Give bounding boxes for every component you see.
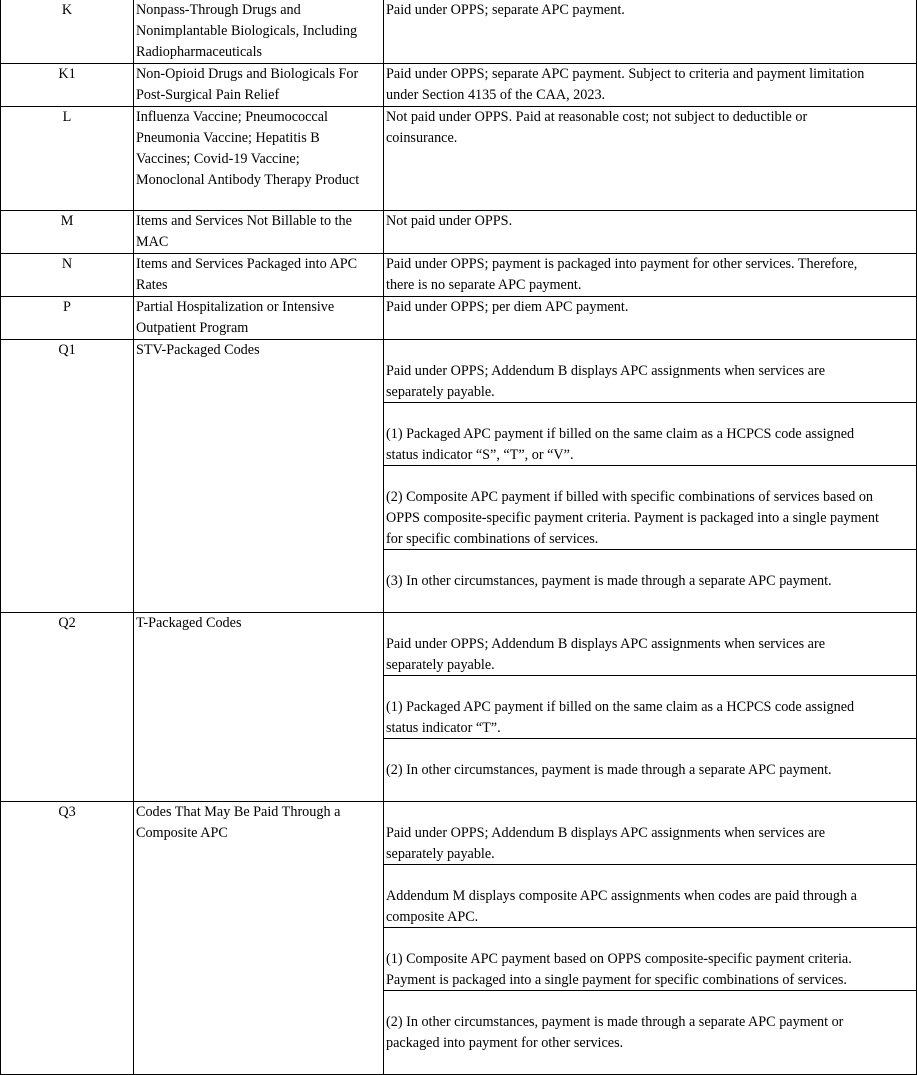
- status-code: M: [1, 211, 134, 254]
- payment-status: [384, 802, 917, 1075]
- status-description: Non-Opioid Drugs and Biologicals For Post-Surgical Pain Relief: [134, 64, 384, 107]
- payment-status: Paid under OPPS; per diem APC payment.: [384, 297, 917, 340]
- payment-clause: (1) Packaged APC payment if billed on the same claim as a HCPCS code assigned status indicator “T”.: [384, 697, 916, 739]
- payment-clause: (2) In other circumstances, payment is made through a separate APC payment or packaged into payment for other services.: [386, 1014, 844, 1051]
- table-row: [1, 802, 917, 1075]
- status-code: K: [1, 0, 134, 64]
- status-description: Items and Services Packaged into APC Rates: [134, 254, 384, 297]
- payment-status: [384, 340, 917, 613]
- payment-clause: (2) Composite APC payment if billed with specific combinations of services based on OPPS composite-specific payment criteria. Payment is packaged into a single payment for specific combinations of services.: [384, 487, 916, 550]
- status-description: T-Packaged Codes: [134, 613, 384, 802]
- status-description: Codes That May Be Paid Through a Composite APC: [134, 802, 384, 1075]
- table-row: [1, 340, 917, 613]
- status-description: Nonpass-Through Drugs and Nonimplantable Biologicals, Including Radiopharmaceuticals: [134, 0, 384, 64]
- status-code: Q1: [1, 340, 134, 613]
- status-code: Q2: [1, 613, 134, 802]
- payment-clause: (1) Packaged APC payment if billed on the same claim as a HCPCS code assigned status indicator “S”, “T”, or “V”.: [384, 424, 916, 466]
- payment-status: Paid under OPPS; separate APC payment.: [384, 0, 917, 64]
- payment-clause: Paid under OPPS; Addendum B displays APC assignments when services are separately payable.: [384, 634, 916, 676]
- payment-clause: (3) In other circumstances, payment is made through a separate APC payment.: [386, 573, 832, 589]
- status-code: Q3: [1, 802, 134, 1075]
- payment-status: [384, 613, 917, 802]
- status-code: N: [1, 254, 134, 297]
- table-row: [1, 613, 917, 802]
- payment-clause: (1) Composite APC payment based on OPPS composite-specific payment criteria. Payment is packaged into a single payment for specific combinations of services.: [384, 949, 916, 991]
- payment-clause: (2) In other circumstances, payment is made through a separate APC payment.: [386, 762, 832, 778]
- table-row: [1, 64, 917, 107]
- payment-clause: Addendum M displays composite APC assignments when codes are paid through a composite APC.: [384, 886, 916, 928]
- table-row: [1, 107, 917, 211]
- status-description: Influenza Vaccine; Pneumococcal Pneumonia Vaccine; Hepatitis B Vaccines; Covid-19 Vaccine; Monoclonal Antibody Therapy Product: [134, 107, 384, 211]
- payment-status: Not paid under OPPS. Paid at reasonable cost; not subject to deductible or coinsurance.: [384, 107, 917, 211]
- status-code: L: [1, 107, 134, 211]
- status-description: Items and Services Not Billable to the MAC: [134, 211, 384, 254]
- payment-clause: Paid under OPPS; Addendum B displays APC assignments when services are separately payable.: [384, 823, 916, 865]
- payment-status: Paid under OPPS; separate APC payment. Subject to criteria and payment limitation under Section 4135 of the CAA, 2023.: [384, 64, 917, 107]
- table-row: [1, 211, 917, 254]
- table-row: [1, 0, 917, 64]
- status-code: P: [1, 297, 134, 340]
- table-row: [1, 254, 917, 297]
- payment-status: Paid under OPPS; payment is packaged into payment for other services. Therefore, there is no separate APC payment.: [384, 254, 917, 297]
- status-code: K1: [1, 64, 134, 107]
- payment-status: Not paid under OPPS.: [384, 211, 917, 254]
- payment-clause: Paid under OPPS; Addendum B displays APC assignments when services are separately payable.: [384, 361, 916, 403]
- status-description: STV-Packaged Codes: [134, 340, 384, 613]
- table-row: [1, 297, 917, 340]
- status-description: Partial Hospitalization or Intensive Outpatient Program: [134, 297, 384, 340]
